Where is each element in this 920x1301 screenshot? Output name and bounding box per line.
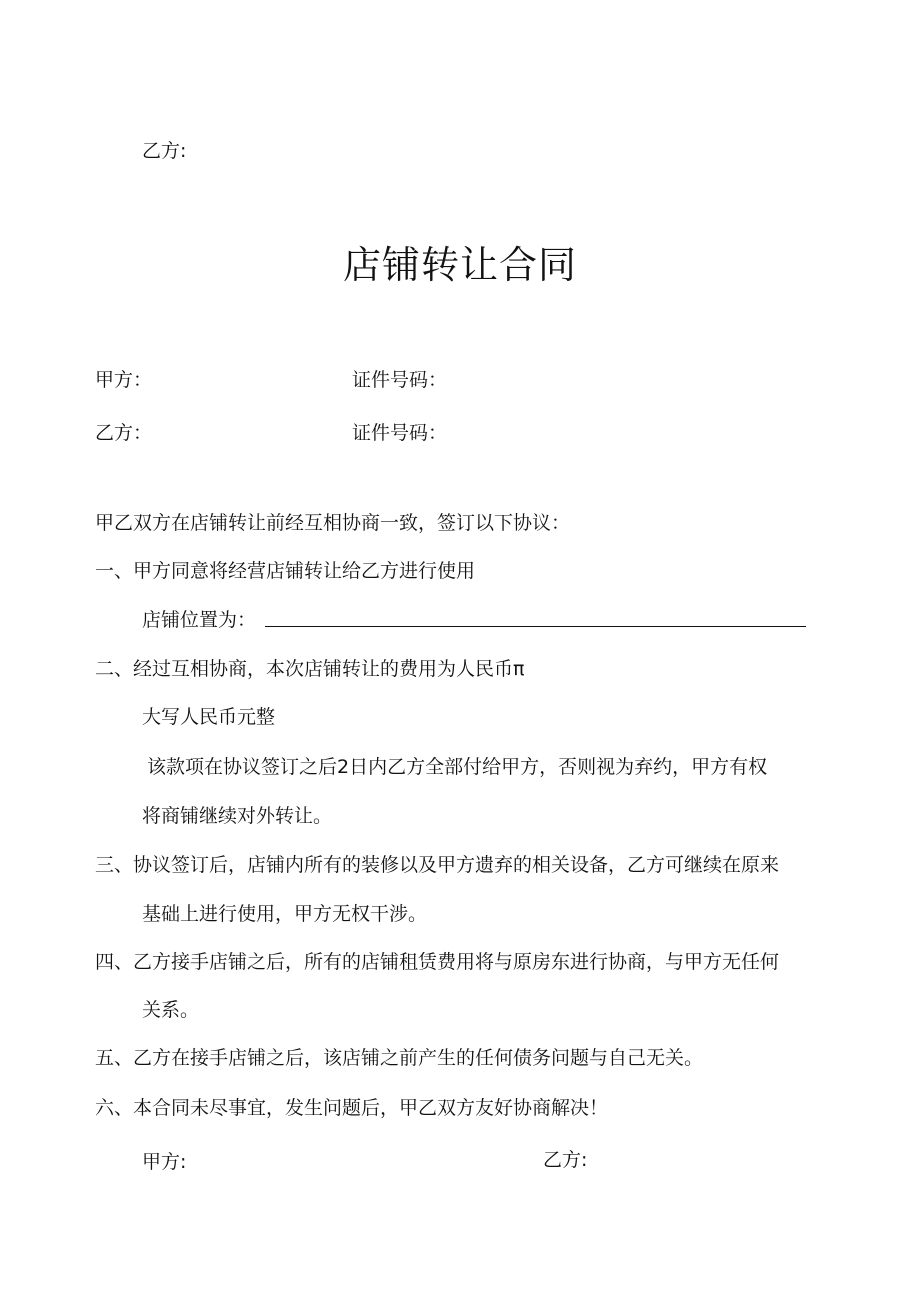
signature-party-b: 乙方: (543, 1149, 588, 1171)
header-party-b-label: 乙方: (142, 140, 187, 162)
clause-2-capital-amount: 大写人民币元整 (142, 706, 276, 728)
clause-4-line-2: 关系。 (142, 999, 200, 1021)
clause-3-line-2: 基础上进行使用，甲方无权干涉。 (142, 903, 428, 925)
document-title: 店铺转让合同 (342, 243, 577, 287)
clause-2: 二、经过互相协商，本次店铺转让的费用为人民币π (95, 658, 525, 680)
intro-paragraph: 甲乙双方在店铺转让前经互相协商一致，签订以下协议： (95, 512, 571, 534)
party-a-label: 甲方： (95, 369, 153, 391)
party-a-id-label: 证件号码： (352, 369, 448, 391)
party-b-id-label: 证件号码： (352, 422, 448, 444)
shop-location-label: 店铺位置为： (142, 609, 257, 631)
party-b-label: 乙方： (95, 422, 153, 444)
clause-2-payment-line-1: 该款项在协议签订之后2日内乙方全部付给甲方，否则视为弃约，甲方有权 (147, 756, 768, 778)
clause-3-line-1: 三、协议签订后，店铺内所有的装修以及甲方遗弃的相关设备，乙方可继续在原来 (95, 854, 780, 876)
clause-4-line-1: 四、乙方接手店铺之后，所有的店铺租赁费用将与原房东进行协商，与甲方无任何 (95, 951, 780, 973)
clause-6: 六、本合同未尽事宜，发生问题后，甲乙双方友好协商解决！ (95, 1097, 609, 1119)
signature-party-a: 甲方: (142, 1151, 187, 1173)
clause-1: 一、甲方同意将经营店铺转让给乙方进行使用 (95, 560, 476, 582)
clause-5: 五、乙方在接手店铺之后，该店铺之前产生的任何债务问题与自己无关。 (95, 1047, 704, 1069)
clause-2-payment-line-2: 将商铺继续对外转让。 (142, 805, 333, 827)
shop-location-blank (265, 626, 806, 627)
